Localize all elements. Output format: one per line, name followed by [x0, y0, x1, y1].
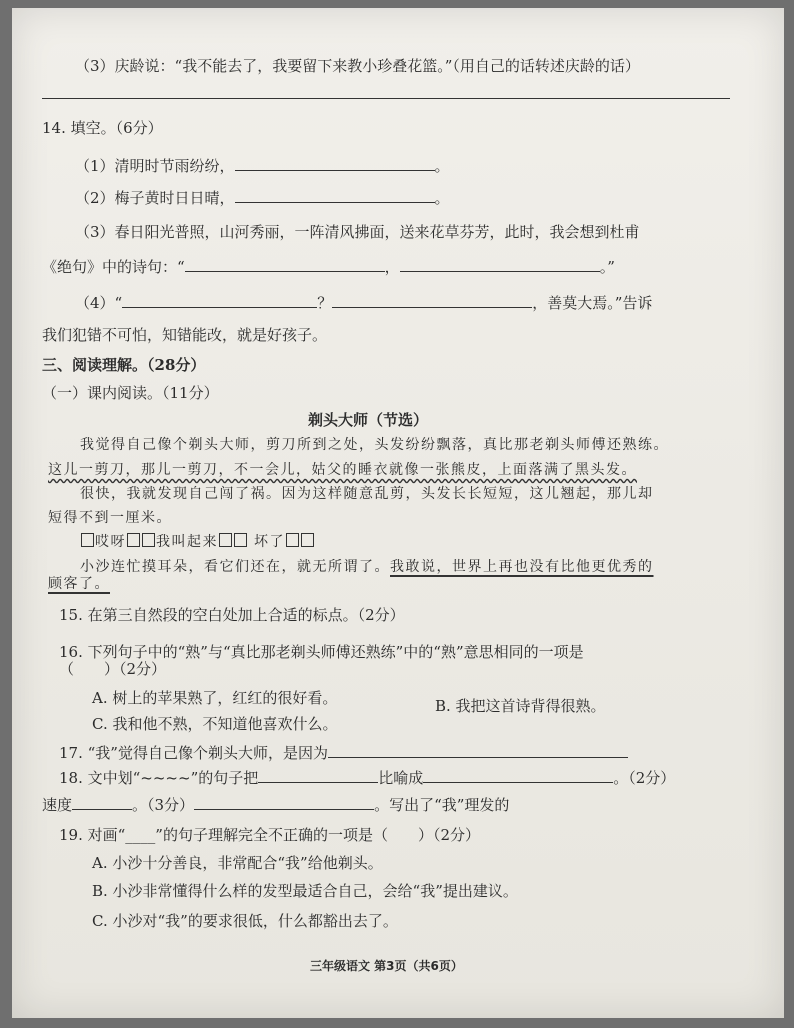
passage-p3: 哎呀 我叫起来 坏了	[80, 532, 315, 552]
q16-option-c: C. 我和他不熟，不知道他喜欢什么。	[92, 715, 338, 733]
q14-item3-line1: （3）春日阳光普照，山河秀丽，一阵清风拂面，送来花草芬芳，此时，我会想到杜甫	[75, 223, 640, 241]
q17: 17. “我”觉得自己像个剃头大师，是因为	[59, 743, 628, 763]
passage-p4-line2: 顾客了。	[48, 576, 110, 592]
q19-option-a: A. 小沙十分善良，非常配合“我”给他剃头。	[92, 854, 383, 872]
q18-blank4[interactable]	[194, 795, 374, 810]
punct-box[interactable]	[219, 533, 232, 547]
q14-item4-blank1[interactable]	[122, 293, 317, 308]
punct-box[interactable]	[286, 533, 299, 547]
q18-line2: 速度 。（3分） 。写出了“我”理发的	[42, 796, 510, 814]
q18-blank1[interactable]	[258, 768, 378, 783]
q14-item4: （4）“ ？ ，善莫大焉。”告诉	[75, 294, 653, 312]
section3-sub1: （一）课内阅读。（11分）	[42, 384, 219, 402]
passage-p2-line2: 短得不到一厘米。	[48, 510, 172, 526]
punct-box[interactable]	[127, 533, 140, 547]
q13-3-text: （3）庆龄说：“我不能去了，我要留下来教小珍叠花篮。”（用自己的话转述庆龄的话）	[75, 57, 640, 75]
q16-option-b: B. 我把这首诗背得很熟。	[435, 697, 606, 715]
passage-p4-line1: 小沙连忙摸耳朵，看它们还在，就无所谓了。我敢说，世界上再也没有比他更优秀的	[80, 559, 654, 575]
q18-blank2[interactable]	[423, 768, 613, 783]
q14-item1: （1）清明时节雨纷纷， 。	[75, 157, 450, 175]
q19-text: 19. 对画“____”的句子理解完全不正确的一项是（ ）（2分）	[59, 826, 481, 844]
q18-line1: 18. 文中划“~~~~”的句子把 比喻成 。（2分）	[59, 769, 676, 787]
q18-blank3[interactable]	[72, 795, 132, 810]
q16-line2: （ ）（2分）	[59, 660, 167, 678]
passage-p2-line1: 很快，我就发现自己闯了祸。因为这样随意乱剪，头发长长短短，这儿翘起，那儿却	[80, 486, 654, 502]
page-footer: 三年级语文 第3页（共6页）	[310, 959, 463, 973]
q14-item1-blank[interactable]	[235, 156, 435, 171]
q19-option-b: B. 小沙非常懂得什么样的发型最适合自己，会给“我”提出建议。	[92, 882, 518, 900]
q14-item2-blank[interactable]	[235, 188, 435, 203]
section3-header: 三、阅读理解。（28分）	[42, 356, 206, 374]
q17-blank[interactable]	[328, 743, 628, 758]
q19-option-c: C. 小沙对“我”的要求很低，什么都豁出去了。	[92, 912, 398, 930]
passage-title: 剃头大师（节选）	[308, 411, 429, 429]
q14-item2: （2）梅子黄时日日晴， 。	[75, 189, 450, 207]
passage-p1-line2: 这儿一剪刀，那儿一剪刀，不一会儿，姑父的睡衣就像一张熊皮，上面落满了黑头发。	[48, 462, 637, 478]
punct-box[interactable]	[301, 533, 314, 547]
q14-header: 14. 填空。（6分）	[42, 119, 163, 137]
punct-box[interactable]	[142, 533, 155, 547]
q16-line1: 16. 下列句子中的“熟”与“真比那老剃头师傅还熟练”中的“熟”意思相同的一项是	[59, 643, 584, 661]
q15-text: 15. 在第三自然段的空白处加上合适的标点。（2分）	[59, 606, 405, 624]
exam-page	[12, 8, 784, 1018]
q14-item3-line2: 《绝句》中的诗句：“ ， 。”	[42, 258, 615, 276]
q14-item4-blank2[interactable]	[332, 293, 532, 308]
q14-item3-blank2[interactable]	[400, 257, 600, 272]
q13-3-answer-line[interactable]	[42, 98, 730, 99]
punct-box[interactable]	[234, 533, 247, 547]
q16-option-a: A. 树上的苹果熟了，红红的很好看。	[92, 689, 338, 707]
punct-box[interactable]	[81, 533, 94, 547]
passage-p1-line1: 我觉得自己像个剃头大师，剪刀所到之处，头发纷纷飘落，真比那老剃头师傅还熟练。	[80, 437, 669, 453]
q14-item4-line2: 我们犯错不可怕，知错能改，就是好孩子。	[42, 326, 328, 344]
q14-item3-blank1[interactable]	[185, 257, 385, 272]
